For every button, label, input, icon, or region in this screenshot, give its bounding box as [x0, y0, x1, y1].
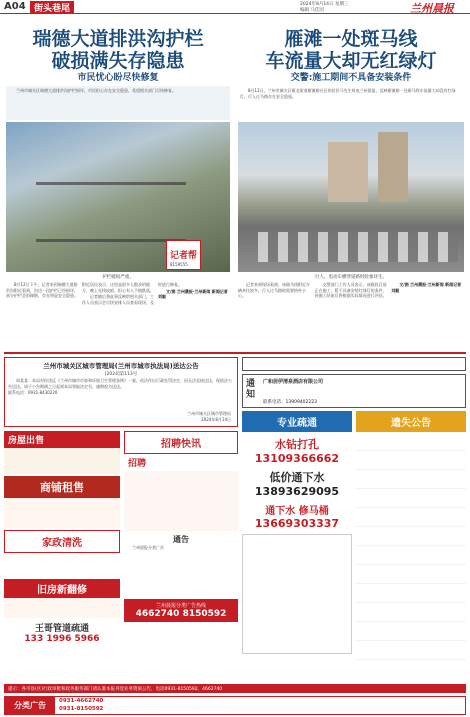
story-left-body-2: 记者随后将此事反映给相关部门，工作人员表示会尽快安排人员查看现场，及时进行修复。	[82, 282, 182, 305]
tonggao-body-text: 兰州晨报分类广告	[132, 545, 164, 550]
notice-body	[8, 378, 234, 389]
section-divider	[4, 352, 466, 354]
story-right-caption: 行人、电动车横穿道路时险象环生。	[315, 275, 387, 280]
notice-body-text: 周某某：本局对你违反《兰州市城市市容和环境卫生管理条例》一案，依法作出行政处罚决定，因无法直接送达，现依法公告送达。请于公告期满之日起到本局领取决定书，逾期视为送达。	[8, 378, 232, 389]
notice-contact: 联系电话：0931-8430220	[8, 390, 58, 396]
zhaopin-body	[124, 471, 238, 531]
service-header: 专业疏通	[242, 411, 352, 432]
story-right-credit: 文/图 兰州晨报·兰州新闻 新闻记者 刘毅	[391, 282, 462, 293]
notice-title: 兰州市城关区城市管理局(兰州市城市执法局)送达公告	[43, 362, 199, 370]
story-left-title-1: 瑞德大道排洪沟护栏	[32, 28, 204, 50]
lost-body	[356, 432, 466, 677]
reporter-tag-text: 记者帮	[170, 251, 198, 261]
hotline-label: 兰州晨报分类广告热线	[155, 603, 206, 609]
reporter-tag	[166, 240, 201, 270]
railing-graphic	[36, 182, 186, 242]
zhaopin-tag: 招聘	[128, 459, 147, 469]
notice-company-label: 通知	[246, 379, 256, 400]
story-right-lead-text: 8月12日，兰州市城关区雁北街道雁滩路社区的居民马先生致电兰州晨报，反映雁滩路一处斑马线车流量大却没有红绿灯，行人过马路存在安全隐患。	[240, 88, 456, 99]
story-right-body	[238, 282, 464, 342]
story-left-subtitle: 市民忧心盼尽快修复	[77, 73, 159, 83]
service-line2-label: 低价通下水	[269, 471, 325, 484]
story-left-title-2: 破损满失存隐患	[51, 50, 185, 72]
story-right-title-2: 车流量大却无红绿灯	[265, 50, 437, 72]
old-house-header: 旧房新翻修	[4, 579, 120, 598]
service-line3-phone: 13669303337	[254, 517, 340, 530]
official-notice	[4, 357, 238, 427]
footer-label: 分类广告	[5, 697, 55, 714]
reporter-hotline: 8159555	[170, 262, 188, 267]
service-column	[242, 411, 352, 681]
story-right	[238, 24, 464, 349]
story-right-body-1: 记者来到现场看到，该斑马线附近车辆来往较多，行人过马路时需要格外小心。	[238, 282, 310, 299]
story-left-body	[6, 282, 230, 342]
page-number: A04	[4, 1, 26, 12]
classified-left	[4, 431, 120, 681]
right-ad-strip	[242, 357, 466, 371]
hotline-1: 4662740	[135, 609, 180, 619]
service-line2-phone: 13893629095	[254, 485, 340, 498]
editor: 编辑 马佳因	[300, 8, 324, 13]
tonggao-header: 通告	[173, 535, 189, 544]
shop-body	[4, 498, 120, 528]
notice-company-name: 广和居伊清泉酒店有限公司	[263, 379, 324, 385]
service-extra	[242, 534, 352, 654]
notice-company	[242, 374, 466, 408]
story-left-lead-text: 兰州市城关区瑞德大道排洪沟护栏损坏，市民担心存在安全隐患，希望相关部门尽快修复。	[16, 88, 176, 93]
story-right-body-2: 交警部门工作人员表示，该路段目前正在施工，暂不具备安装红绿灯的条件，待施工结束后将根据实际情况进行评估。	[314, 282, 387, 299]
lost-header: 遗失公告	[356, 411, 466, 432]
notice-signer: 兰州市城关区城市管理局	[187, 411, 231, 417]
footer-phone-1: 0931-4662740	[59, 698, 104, 704]
service-line1-label: 水钻打孔	[275, 438, 319, 451]
building-graphic	[328, 142, 368, 202]
house-sale-header: 房屋出售	[4, 431, 120, 448]
tonggao-body	[124, 545, 238, 595]
crosswalk-graphic	[258, 232, 458, 262]
story-left-caption: 护栏破损严重。	[102, 275, 134, 280]
footer	[4, 696, 466, 715]
wang-title: 王哥管道疏通	[34, 624, 89, 634]
shop-header: 商铺租售	[4, 476, 120, 498]
hotline-numbers	[124, 609, 238, 619]
story-left-lead	[6, 86, 230, 120]
story-right-subtitle: 交警:施工期间不具备安装条件	[290, 73, 412, 83]
footer-phone-2: 0931-8150592	[59, 706, 104, 712]
hotline-box	[124, 599, 238, 622]
story-right-lead	[238, 86, 464, 120]
notice-company-phone: 联系电话：13909402223	[263, 400, 317, 405]
hotline-2: 8150592	[182, 609, 227, 619]
notice-number: [2024]第113号	[104, 372, 138, 377]
zhaopin-header: 招聘快讯	[124, 431, 238, 454]
story-left-credit: 文/图 兰州晨报·兰州新闻 新闻记者 刘毅	[158, 288, 228, 300]
classified-middle	[124, 431, 238, 681]
story-left-photo	[6, 122, 230, 272]
story-right-photo	[238, 122, 464, 272]
building-graphic	[378, 132, 408, 202]
house-sale-body	[4, 448, 120, 474]
story-right-title-1: 雁滩一处斑马线	[284, 28, 418, 50]
issue-date: 2024年8月14日 星期三	[300, 2, 349, 7]
old-house-body	[4, 598, 120, 618]
service-line3-label: 通下水 修马桶	[265, 506, 329, 517]
story-left-body-1: 8月12日下午，记者来到瑞德大道排洪沟附近看到，沟边一段护栏已经损坏，部分护栏歪斜倾倒，存在明显安全隐患。附近居民表示，这里是很多人散步的地方，晚上光线较暗，担心有人不慎跌落。	[6, 282, 154, 299]
footer-fine-print	[115, 698, 465, 713]
bottom-tip: 提示：各市县(区)行政审批和政务服务部门请认准本报刊登业务资质公告，电话0931-8150592、4662740	[4, 684, 466, 693]
notice-sign-date: 2024年8月14日	[201, 417, 231, 423]
brand-logo: 兰州晨报	[410, 2, 454, 15]
lost-notices	[356, 411, 466, 681]
clean-body	[4, 553, 120, 577]
service-line1-phone: 13109366662	[254, 452, 340, 465]
wang-phone: 133 1996 5966	[24, 634, 100, 644]
story-left	[6, 24, 230, 349]
section-label: 街头巷尾	[30, 1, 74, 14]
masthead	[0, 0, 470, 14]
clean-header: 家政清洗	[4, 530, 120, 553]
